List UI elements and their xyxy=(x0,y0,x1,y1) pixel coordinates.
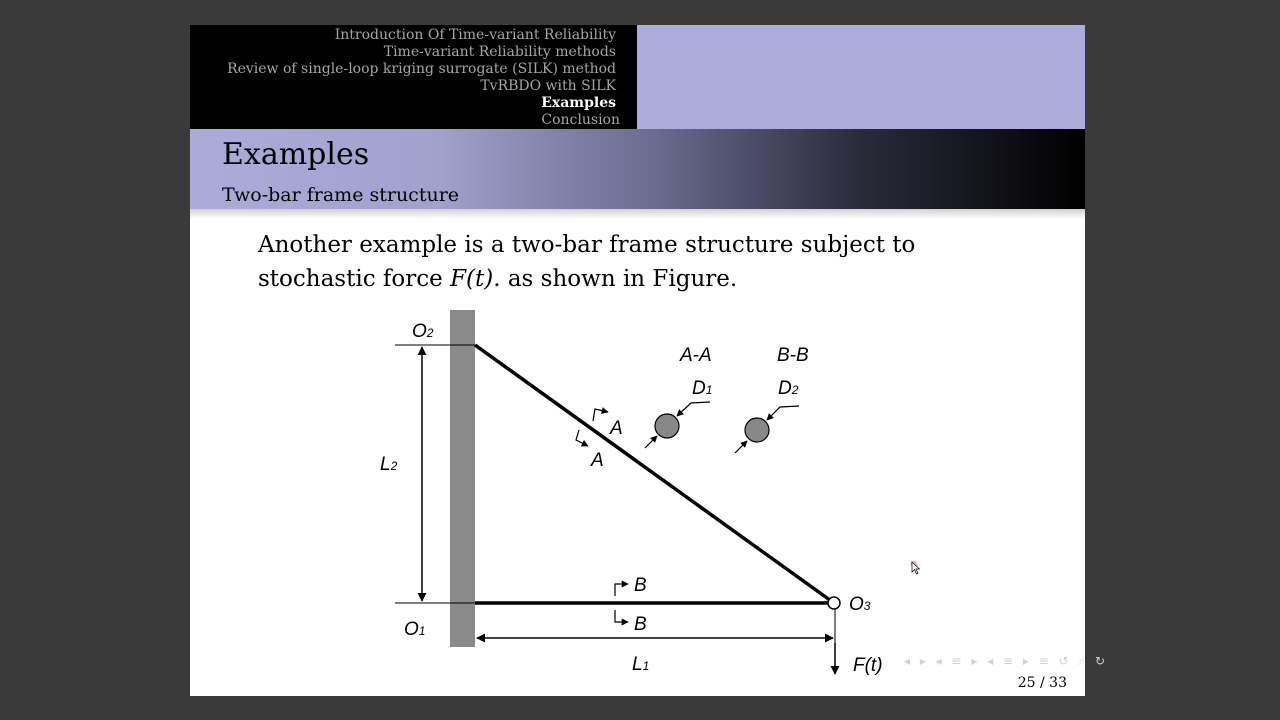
section-b-marker-bottom xyxy=(615,610,628,622)
body-line-2-pre: stochastic force xyxy=(258,266,451,292)
label-force: F(t) xyxy=(853,655,883,676)
joint-o3 xyxy=(828,597,840,609)
wall xyxy=(450,310,475,647)
frame-subtitle: Two-bar frame structure xyxy=(222,184,460,206)
page-current: 25 xyxy=(1017,675,1036,691)
label-section-aa: A-A xyxy=(680,345,712,366)
section-b-marker-top xyxy=(615,584,628,596)
label-o1: O1 xyxy=(404,619,426,640)
nav-section-tvrbdo[interactable]: TvRBDO with SILK xyxy=(480,78,616,94)
nav-section-silk-review[interactable]: Review of single-loop kriging surrogate (SILK) method xyxy=(227,61,616,77)
nav-section-conclusion[interactable]: Conclusion xyxy=(541,112,620,128)
label-a-bottom: A xyxy=(591,450,604,471)
frame-title: Examples xyxy=(222,137,370,172)
label-a-top: A xyxy=(610,418,623,439)
body-line-1: Another example is a two-bar frame structure subject to xyxy=(258,232,916,258)
slide xyxy=(190,25,1109,696)
section-a-marker-top xyxy=(593,409,608,421)
d2-arrow-in xyxy=(735,441,747,453)
body-line-2-post: . as shown in Figure. xyxy=(493,266,738,292)
force-symbol: F(t) xyxy=(450,266,494,292)
d2-leader xyxy=(767,406,799,420)
label-b-top: B xyxy=(634,575,647,596)
nav-section-methods[interactable]: Time-variant Reliability methods xyxy=(383,44,616,60)
label-b-bottom: B xyxy=(634,614,647,635)
label-l2: L2 xyxy=(380,454,398,475)
label-section-bb: B-B xyxy=(777,345,809,366)
d1-leader xyxy=(677,402,710,416)
cross-section-a-circle xyxy=(655,414,679,438)
cross-section-b-circle xyxy=(745,418,769,442)
nav-section-introduction[interactable]: Introduction Of Time-variant Reliability xyxy=(334,27,616,43)
label-d2: D2 xyxy=(778,378,799,399)
label-o3: O3 xyxy=(849,594,871,615)
two-bar-frame-diagram xyxy=(190,25,1085,696)
d1-arrow-in xyxy=(645,436,657,448)
label-d1: D1 xyxy=(692,378,713,399)
section-a-marker-bottom xyxy=(576,430,588,446)
page-counter: 25 / 33 xyxy=(1017,675,1067,691)
beamer-navigation-symbols[interactable]: ◂ ▸ ◂ ≡ ▸ ◂ ≡ ▸ ≡ ↺ ⌕ ↻ xyxy=(904,654,1109,668)
nav-section-examples[interactable]: Examples xyxy=(541,95,616,111)
label-l1: L1 xyxy=(632,654,650,675)
page-total: 33 xyxy=(1049,675,1067,691)
mouse-cursor-icon xyxy=(911,561,921,575)
label-o2: O2 xyxy=(412,321,434,342)
